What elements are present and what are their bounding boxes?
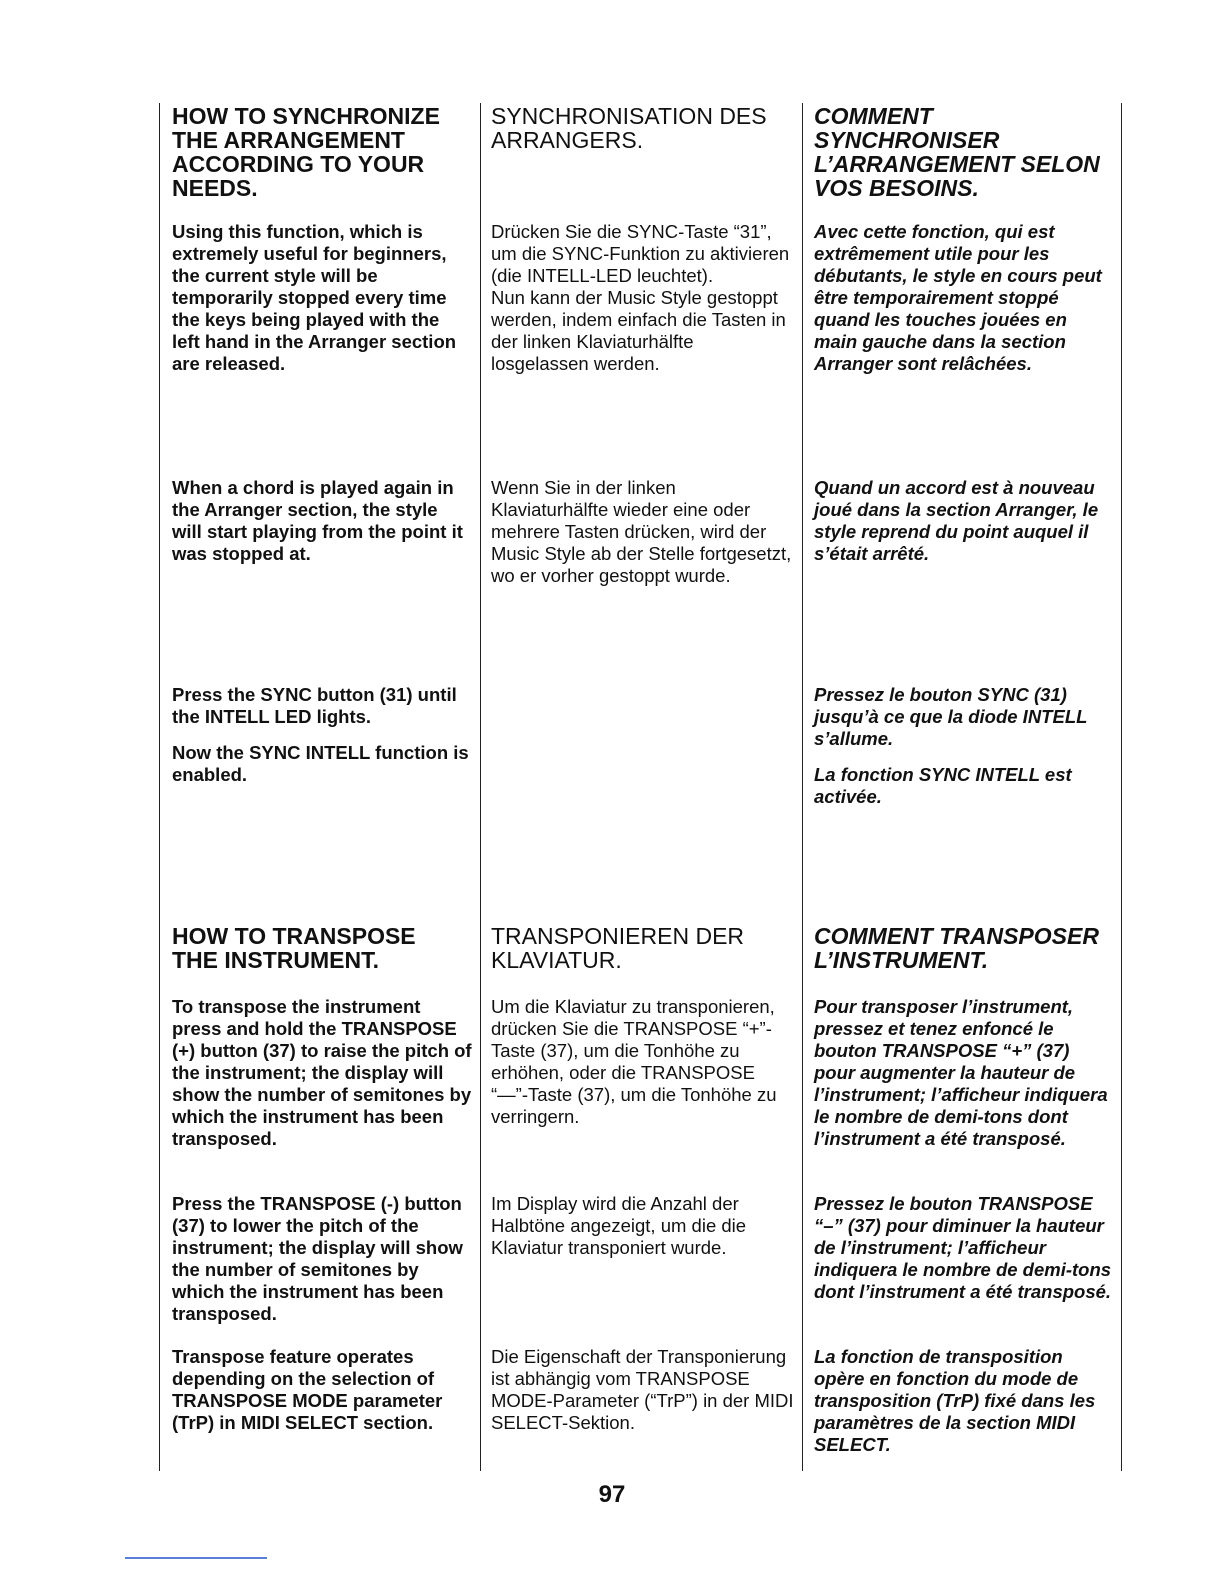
transpose-text-de-2 (491, 1193, 796, 1273)
transpose-text-en-1 (172, 996, 472, 1164)
paragraph: Pour transposer l’instrument, pressez et tenez enfoncé le bouton TRANSPOSE “+” (37) pour augmenter la hauteur de l’instrument; l’afficheur indiquera le nombre de demi-tons dont l’instrument a été transposé. (814, 996, 1108, 1149)
paragraph: Nun kann der Music Style gestoppt werden, indem einfach die Tasten in der linken Klaviaturhälfte losgelassen werden. (491, 287, 786, 374)
transpose-text-de-3 (491, 1346, 796, 1448)
paragraph: Pressez le bouton SYNC (31) jusqu’à ce que la diode INTELL s’allume. (814, 684, 1088, 749)
sync-text-de-2 (491, 477, 796, 601)
paragraph: Um die Klaviatur zu transponieren, drücken Sie die TRANSPOSE “+”-Taste (37), um die Tonhöhe zu erhöhen, oder die TRANSPOSE “—”-Taste (37), um die Tonhöhe zu verringern. (491, 996, 777, 1127)
paragraph: Press the TRANSPOSE (-) button (37) to lower the pitch of the instrument; the display will show the number of semitones by which the instrument has been transposed. (172, 1193, 463, 1324)
column-divider-middle (480, 103, 481, 1471)
transpose-text-en-3 (172, 1346, 472, 1448)
sync-heading-en: HOW TO SYNCHRONIZE THE ARRANGEMENT ACCORDING TO YOUR NEEDS. (172, 103, 440, 201)
paragraph: Using this function, which is extremely useful for beginners, the current style will be temporarily stopped every time the keys being played with the left hand in the Arranger section are released. (172, 221, 457, 374)
paragraph: Im Display wird die Anzahl der Halbtöne angezeigt, um die die Klaviatur transponiert wurde. (491, 1193, 747, 1258)
column-divider-left (159, 103, 160, 1471)
transpose-text-en-2 (172, 1193, 472, 1339)
sync-text-en-2 (172, 477, 472, 579)
sync-text-fr-3 (814, 684, 1114, 822)
paragraph: La fonction de transposition opère en fonction du mode de transposition (TrP) fixé dans les paramètres de la section MIDI SELECT. (814, 1346, 1096, 1455)
paragraph: La fonction SYNC INTELL est activée. (814, 764, 1072, 807)
footer-rule (125, 1557, 267, 1559)
paragraph: Pressez le bouton TRANSPOSE “–” (37) pour diminuer la hauteur de l’instrument; l’afficheur indiquera le nombre de demi-tons dont l’instrument a été transposé. (814, 1193, 1112, 1302)
paragraph: When a chord is played again in the Arranger section, the style will start playing from the point it was stopped at. (172, 477, 463, 564)
paragraph: Avec cette fonction, qui est extrêmement utile pour les débutants, le style en cours peut être temporairement stoppé quand les touches jouées en main gauche dans la section Arranger sont relâchées. (814, 221, 1102, 374)
sync-heading-fr: COMMENT SYNCHRONISER L’ARRANGEMENT SELON VOS BESOINS. (814, 103, 1100, 201)
sync-heading-fr-block (814, 104, 1114, 200)
transpose-heading-en-block (172, 924, 472, 972)
column-divider-right (802, 103, 803, 1471)
paragraph: Transpose feature operates depending on the selection of TRANSPOSE MODE parameter (TrP) in MIDI SELECT section. (172, 1346, 443, 1433)
sync-text-en-3 (172, 684, 472, 800)
transpose-text-fr-1 (814, 996, 1114, 1164)
paragraph: Quand un accord est à nouveau joué dans la section Arranger, le style reprend du point auquel il s’était arrêté. (814, 477, 1099, 564)
sync-heading-en-block (172, 104, 472, 200)
paragraph: Die Eigenschaft der Transponierung ist abhängig vom TRANSPOSE MODE-Parameter (“TrP”) in der MIDI SELECT-Sektion. (491, 1346, 794, 1433)
page-number: 97 (598, 1481, 626, 1508)
sync-text-en-1 (172, 221, 472, 389)
transpose-heading-fr-block (814, 924, 1114, 972)
sync-text-de-1 (491, 221, 796, 389)
paragraph: To transpose the instrument press and hold the TRANSPOSE (+) button (37) to raise the pitch of the instrument; the display will show the number of semitones by which the instrument has been transposed. (172, 996, 472, 1149)
sync-text-fr-1 (814, 221, 1114, 389)
transpose-text-fr-3 (814, 1346, 1114, 1470)
paragraph: Wenn Sie in der linken Klaviaturhälfte wieder eine oder mehrere Tasten drücken, wird der Music Style ab der Stelle fortgesetzt, wo er vorher gestoppt wurde. (491, 477, 792, 586)
transpose-heading-de: TRANSPONIEREN DER KLAVIATUR. (491, 923, 745, 973)
transpose-heading-fr: COMMENT TRANSPOSER L’INSTRUMENT. (814, 923, 1099, 973)
sync-heading-de: SYNCHRONISATION DES ARRANGERS. (491, 103, 767, 153)
paragraph: Press the SYNC button (31) until the INTELL LED lights. (172, 684, 457, 727)
column-divider-far-right (1121, 103, 1122, 1471)
paragraph: Drücken Sie die SYNC-Taste “31”, um die SYNC-Funktion zu aktivieren (die INTELL-LED leuchtet). (491, 221, 790, 286)
transpose-text-de-1 (491, 996, 796, 1142)
paragraph: Now the SYNC INTELL function is enabled. (172, 742, 469, 785)
transpose-text-fr-2 (814, 1193, 1114, 1317)
transpose-heading-en: HOW TO TRANSPOSE THE INSTRUMENT. (172, 923, 416, 973)
sync-text-fr-2 (814, 477, 1114, 579)
transpose-heading-de-block (491, 924, 796, 972)
sync-heading-de-block (491, 104, 796, 152)
